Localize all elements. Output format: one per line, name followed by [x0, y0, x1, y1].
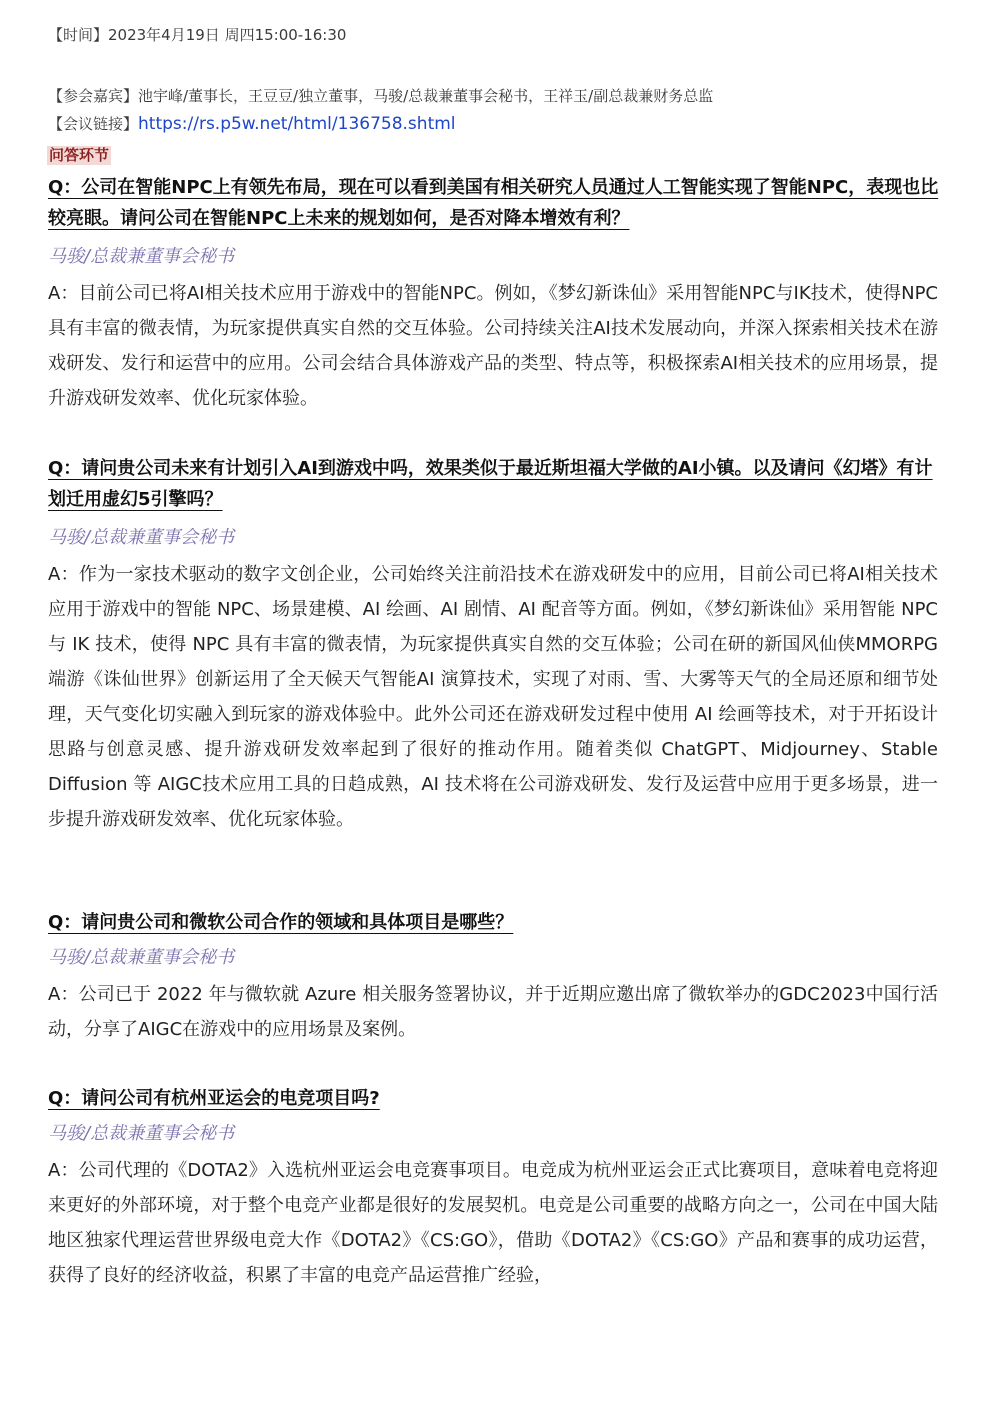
speaker-3: 马骏/总裁兼董事会秘书	[48, 947, 235, 968]
section-tag-qa: 问答环节	[49, 146, 110, 164]
meeting-link-line	[48, 113, 456, 134]
answer-3: A：公司已于 2022 年与微软就 Azure 相关服务签署协议，并于近期应邀出席了微软举办的GDC2023中国行活动，分享了AIGC在游戏中的应用场景及案例。	[48, 984, 938, 1040]
meeting-link[interactable]: https://rs.p5w.net/html/136758.shtml	[138, 114, 456, 134]
meeting-time: 【时间】2023年4月19日 周四15:00-16:30	[48, 26, 347, 44]
meeting-guests: 【参会嘉宾】池宇峰/董事长，王豆豆/独立董事，马骏/总裁兼董事会秘书，王祥玉/副总裁兼财务总监	[48, 87, 714, 105]
question-3	[48, 907, 948, 938]
speaker-4: 马骏/总裁兼董事会秘书	[48, 1123, 235, 1144]
question-3-text: Q：请问贵公司和微软公司合作的领域和具体项目是哪些？	[48, 912, 514, 933]
question-1	[48, 172, 948, 234]
speaker-1: 马骏/总裁兼董事会秘书	[48, 246, 235, 267]
question-2-text: Q：请问贵公司未来有计划引入AI到游戏中吗，效果类似于最近斯坦福大学做的AI小镇。以及请问《幻塔》有计划迁用虚幻5引擎吗？	[48, 458, 933, 510]
question-4	[48, 1083, 948, 1114]
meeting-link-label: 【会议链接】	[48, 115, 139, 133]
answer-4: A：公司代理的《DOTA2》入选杭州亚运会电竞赛事项目。电竞成为杭州亚运会正式比赛项目，意味着电竞将迎来更好的外部环境，对于整个电竞产业都是很好的发展契机。电竞是公司重要的战略方向之一，公司在中国大陆地区独家代理运营世界级电竞大作《DOTA2》《CS:GO》，借助《DOTA2》《CS:GO》产品和赛事的成功运营，获得了良好的经济收益，积累了丰富的电竞产品运营推广经验，	[48, 1160, 938, 1286]
question-4-text: Q：请问公司有杭州亚运会的电竞项目吗?	[48, 1088, 380, 1109]
question-1-text: Q：公司在智能NPC上有领先布局，现在可以看到美国有相关研究人员通过人工智能实现了智能NPC，表现也比较亮眼。请问公司在智能NPC上未来的规划如何，是否对降本增效有利？	[48, 177, 939, 229]
answer-2: A：作为一家技术驱动的数字文创企业，公司始终关注前沿技术在游戏研发中的应用，目前公司已将AI相关技术应用于游戏中的智能 NPC、场景建模、AI 绘画、AI 剧情、AI 配音等方面。例如，《梦幻新诛仙》采用智能 NPC 与 IK 技术，使得 NPC 具有丰富的微表情，为玩家提供真实自然的交互体验；公司在研的新国风仙侠MMORPG 端游《诛仙世界》创新运用了全天候天气智能AI 演算技术，实现了对雨、雪、大雾等天气的全局还原和细节处理，天气变化切实融入到玩家的游戏体验中。此外公司还在游戏研发过程中使用 AI 绘画等技术，对于开拓设计思路与创意灵感、提升游戏研发效率起到了很好的推动作用。随着类似 ChatGPT、Midjourney、Stable Diffusion 等 AIGC技术应用工具的日趋成熟，AI 技术将在公司游戏研发、发行及运营中应用于更多场景，进一步提升游戏研发效率、优化玩家体验。	[48, 564, 938, 830]
answer-1: A：目前公司已将AI相关技术应用于游戏中的智能NPC。例如，《梦幻新诛仙》采用智能NPC与IK技术，使得NPC具有丰富的微表情，为玩家提供真实自然的交互体验。公司持续关注AI技术发展动向，并深入探索相关技术在游戏研发、发行和运营中的应用。公司会结合具体游戏产品的类型、特点等，积极探索AI相关技术的应用场景，提升游戏研发效率、优化玩家体验。	[48, 283, 938, 409]
speaker-2: 马骏/总裁兼董事会秘书	[48, 527, 235, 548]
question-2	[48, 453, 948, 515]
